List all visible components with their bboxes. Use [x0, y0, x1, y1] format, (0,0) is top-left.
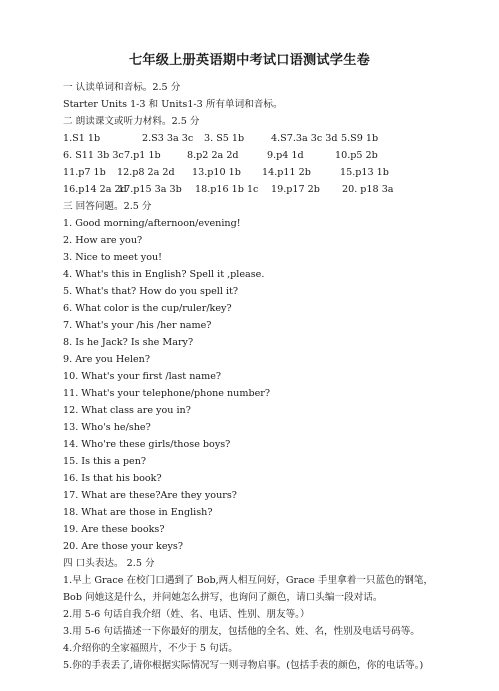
reading-item: 6. S11 3b 3c — [63, 150, 124, 161]
reading-item: 20. p18 3a — [342, 184, 394, 195]
reading-item: 1.S1 1b — [63, 133, 101, 144]
reading-item: 19.p17 2b — [271, 184, 320, 195]
document-body — [63, 79, 443, 674]
speaking-task: 1.早上 Grace 在校门口遇到了 Bob,两人相互问好，Grace 手里拿着一只蓝色的钢笔，Bob 问她这是什么，并问她怎么拼写，也询问了颜色，请口头编一段对话。 — [63, 575, 434, 603]
reading-item: 8.p2 2a 2d — [187, 150, 239, 161]
question-item: 15. Is this a pen? — [63, 456, 147, 467]
section1-heading: 一 认读单词和音标。2.5 分 — [63, 82, 181, 93]
reading-item: 9.p4 1d — [267, 150, 304, 161]
section2-heading: 二 朗读课文或听力材料。2.5 分 — [63, 116, 200, 127]
speaking-task: 3.用 5-6 句话描述一下你最好的朋友，包括他的全名、姓、名，性别及电话号码等。 — [63, 626, 420, 637]
question-item: 18. What are those in English? — [63, 507, 213, 518]
reading-row — [63, 147, 443, 164]
reading-row — [63, 181, 443, 198]
reading-row — [63, 164, 443, 181]
question-item: 11. What's your telephone/phone number? — [63, 388, 271, 399]
question-item: 20. Are those your keys? — [63, 541, 183, 552]
question-item: 7. What's your /his /her name? — [63, 320, 212, 331]
question-item: 4. What's this in English? Spell it ,please. — [63, 269, 265, 280]
question-item: 3. Nice to meet you! — [63, 252, 163, 263]
reading-item: 17.p15 3a 3b — [118, 184, 182, 195]
reading-item: 2.S3 3a 3c — [142, 133, 194, 144]
speaking-task: 4.介绍你的全家福照片，不少于 5 句话。 — [63, 643, 238, 654]
question-item: 1. Good morning/afternoon/evening! — [63, 218, 241, 229]
page-title: 七年级上册英语期中考试口语测试学生卷 — [129, 53, 370, 68]
reading-item: 16.p14 2a 2d — [63, 184, 127, 195]
speaking-task: 2.用 5-6 句话自我介绍（姓、名、电话、性别、朋友等。） — [63, 609, 310, 620]
reading-item: 10.p5 2b — [335, 150, 378, 161]
reading-item: 5.S9 1b — [341, 133, 379, 144]
question-item: 8. Is he Jack? Is she Mary? — [63, 337, 194, 348]
question-item: 14. Who're these girls/those boys? — [63, 439, 231, 450]
reading-row — [63, 130, 443, 147]
reading-item: 3. S5 1b — [204, 133, 245, 144]
question-item: 19. Are these books? — [63, 524, 165, 535]
section4-heading: 四 口头表达。 2.5 分 — [63, 558, 155, 569]
reading-item: 18.p16 1b 1c — [195, 184, 259, 195]
question-item: 10. What's your first /last name? — [63, 371, 222, 382]
speaking-task: 5.你的手表丢了,请你根据实际情况写一则寻物启事。(包括手表的颜色，你的电话等。) — [63, 660, 424, 671]
reading-item: 4.S7.3a 3c 3d — [271, 133, 338, 144]
reading-item: 15.p13 1b — [340, 167, 389, 178]
question-item: 13. Who's he/she? — [63, 422, 151, 433]
question-item: 5. What's that? How do you spell it? — [63, 286, 239, 297]
section3-heading: 三 回答问题。2.5 分 — [63, 201, 152, 212]
question-item: 12. What class are you in? — [63, 405, 191, 416]
question-item: 6. What color is the cup/ruler/key? — [63, 303, 232, 314]
reading-item: 14.p11 2b — [262, 167, 311, 178]
reading-item: 7.p1 1b — [124, 150, 161, 161]
question-item: 2. How are you? — [63, 235, 143, 246]
reading-item: 12.p8 2a 2d — [117, 167, 175, 178]
question-item: 16. Is that his book? — [63, 473, 162, 484]
question-item: 9. Are you Helen? — [63, 354, 150, 365]
reading-item: 13.p10 1b — [192, 167, 241, 178]
section1-text: Starter Units 1-3 和 Units1-3 所有单词和音标。 — [63, 99, 283, 110]
question-item: 17. What are these?Are they yours? — [63, 490, 237, 501]
reading-item: 11.p7 1b — [63, 167, 106, 178]
